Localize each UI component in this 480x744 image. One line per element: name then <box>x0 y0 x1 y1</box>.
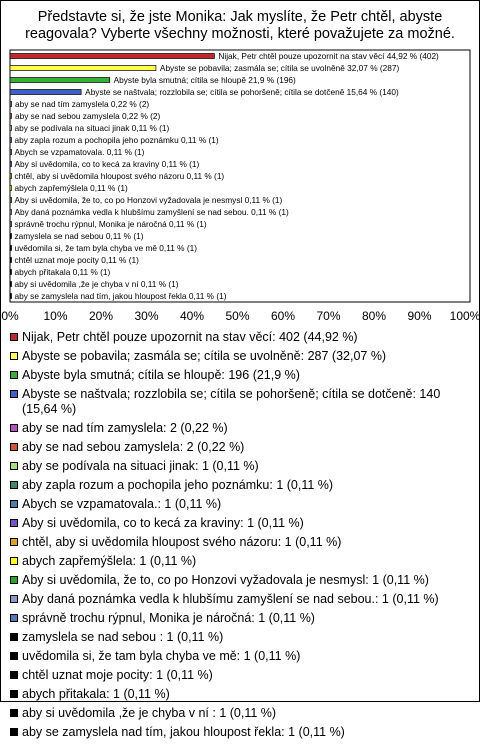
bar-label-17: chtěl uznat moje pocity 0,11 % (1) <box>14 255 139 265</box>
bar-label-4: aby se nad tím zamyslela 0,22 % (2) <box>15 99 150 109</box>
legend-label-12: Aby si uvědomila, že to, co po Honzovi vyžadovala je nesmysl: 1 (0,11 %) <box>22 573 429 587</box>
bar-8 <box>10 150 12 155</box>
legend-swatch-9 <box>10 519 18 527</box>
bar-label-16: uvědomila si, že tam byla chyba ve mě 0,11 % (1) <box>14 243 197 253</box>
legend-swatch-1 <box>10 352 18 360</box>
bar-label-11: abych zapřemýšlela 0,11 % (1) <box>14 183 128 193</box>
legend-label-1: Abyste se pobavila; zasmála se; cítila se uvolněně: 287 (32,07 %) <box>22 349 387 363</box>
bar-label-2: Abyste byla smutná; cítila se hloupě 21,9 % (196) <box>113 75 296 85</box>
legend-label-8: Abych se vzpamatovala.: 1 (0,11 %) <box>22 497 222 511</box>
bar-11 <box>10 186 12 191</box>
legend-label-20: aby se zamyslela nad tím, jakou hloupost řekla: 1 (0,11 %) <box>22 725 345 739</box>
legend-item <box>10 368 470 383</box>
legend-item <box>10 649 470 664</box>
bar-label-8: Abych se vzpamatovala. 0,11 % (1) <box>14 147 145 157</box>
bar-18 <box>10 270 12 275</box>
legend-item <box>10 611 470 626</box>
legend-swatch-0 <box>10 333 18 341</box>
legend-item <box>10 630 470 645</box>
legend-label-0: Nijak, Petr chtěl pouze upozornit na stav věcí: 402 (44,92 %) <box>22 330 358 344</box>
bar-label-9: Aby si uvědomila, co to kecá za kraviny 0,11 % (1) <box>14 159 200 169</box>
legend-item <box>10 387 470 417</box>
bar-1 <box>10 66 156 71</box>
legend-swatch-17 <box>10 671 18 679</box>
legend-swatch-13 <box>10 595 18 603</box>
legend-swatch-4 <box>10 424 18 432</box>
bar-16 <box>10 246 12 251</box>
chart-title: Představte si, že jste Monika: Jak myslíte, že Petr chtěl, abyste reagovala? Vyberte všechny možnosti, které považujete za možné. <box>25 9 455 42</box>
bar-0 <box>10 54 214 59</box>
bar-15 <box>10 234 12 239</box>
legend-label-18: abych přitakala: 1 (0,11 %) <box>22 687 170 701</box>
legend-item <box>10 478 470 493</box>
bar-6 <box>10 126 12 131</box>
legend-swatch-16 <box>10 652 18 660</box>
bar-10 <box>10 174 12 179</box>
legend-item <box>10 706 470 721</box>
bar-label-3: Abyste se naštvala; rozzlobila se; cítila se pohoršeně; cítila se dotčeně 15,64 % (140) <box>85 87 399 97</box>
bar-3 <box>10 90 81 95</box>
legend-label-16: uvědomila si, že tam byla chyba ve mě: 1 (0,11 %) <box>22 649 301 663</box>
chart-legend <box>10 330 470 744</box>
x-tick-label-10: 100% <box>449 309 480 323</box>
legend-item <box>10 687 470 702</box>
x-tick-label-3: 30% <box>134 309 159 323</box>
legend-item <box>10 440 470 455</box>
legend-item <box>10 421 470 436</box>
legend-swatch-5 <box>10 443 18 451</box>
legend-item <box>10 516 470 531</box>
legend-swatch-14 <box>10 614 18 622</box>
legend-swatch-15 <box>10 633 18 641</box>
bar-label-14: správně trochu rýpnul, Monika je náročná 0,11 % (1) <box>14 219 207 229</box>
bar-label-7: aby zapla rozum a pochopila jeho poznámku 0,11 % (1) <box>14 135 219 145</box>
legend-label-2: Abyste byla smutná; cítila se hloupě: 196 (21,9 %) <box>22 368 300 382</box>
bar-label-18: abych přitakala 0,11 % (1) <box>14 267 111 277</box>
legend-item <box>10 330 470 345</box>
legend-item <box>10 349 470 364</box>
legend-swatch-11 <box>10 557 18 565</box>
legend-item <box>10 459 470 474</box>
legend-label-14: správně trochu rýpnul, Monika je náročná: 1 (0,11 %) <box>22 611 315 625</box>
bar-label-12: Aby si uvědomila, že to, co po Honzovi vyžadovala je nesmysl 0,11 % (1) <box>14 195 283 205</box>
legend-item <box>10 573 470 588</box>
x-tick-label-5: 50% <box>225 309 250 323</box>
bar-12 <box>10 198 12 203</box>
bar-7 <box>10 138 12 143</box>
legend-label-17: chtěl uznat moje pocity: 1 (0,11 %) <box>22 668 213 682</box>
legend-item <box>10 535 470 550</box>
x-tick-label-2: 20% <box>88 309 114 323</box>
legend-swatch-19 <box>10 709 18 717</box>
bar-13 <box>10 210 12 215</box>
x-tick-label-6: 60% <box>270 309 296 323</box>
x-tick-label-4: 40% <box>179 309 205 323</box>
bar-14 <box>10 222 12 227</box>
bar-label-20: aby se zamyslela nad tím, jakou hloupost řekla 0,11 % (1) <box>14 291 227 301</box>
x-tick-label-7: 70% <box>316 309 341 323</box>
legend-item <box>10 554 470 569</box>
x-tick-label-8: 80% <box>361 309 387 323</box>
legend-swatch-8 <box>10 500 18 508</box>
legend-swatch-10 <box>10 538 18 546</box>
legend-label-7: aby zapla rozum a pochopila jeho poznámku: 1 (0,11 %) <box>22 478 334 492</box>
legend-label-15: zamyslela se nad sebou : 1 (0,11 %) <box>22 630 224 644</box>
legend-label-9: Aby si uvědomila, co to kecá za kraviny: 1 (0,11 %) <box>22 516 304 530</box>
bar-label-15: zamyslela se nad sebou 0,11 % (1) <box>14 231 144 241</box>
legend-swatch-2 <box>10 371 18 379</box>
bar-label-19: aby si uvědomila ,že je chyba v ní 0,11 % (1) <box>14 279 179 289</box>
legend-label-6: aby se podívala na situaci jinak: 1 (0,11 %) <box>22 459 259 473</box>
legend-item <box>10 592 470 607</box>
legend-swatch-20 <box>10 728 18 736</box>
bar-label-10: chtěl, aby si uvědomila hloupost svého názoru 0,11 % (1) <box>14 171 225 181</box>
legend-label-3: Abyste se naštvala; rozzlobila se; cítila se pohoršeně; cítila se dotčeně: 140 (15,64 %) <box>22 387 441 416</box>
legend-label-19: aby si uvědomila ,že je chyba v ní : 1 (0,11 %) <box>22 706 277 720</box>
legend-item <box>10 497 470 512</box>
legend-label-10: chtěl, aby si uvědomila hloupost svého názoru: 1 (0,11 %) <box>22 535 342 549</box>
legend-label-4: aby se nad tím zamyslela: 2 (0,22 %) <box>22 421 228 435</box>
x-tick-label-0: 0% <box>1 309 19 323</box>
legend-label-13: Aby daná poznámka vedla k hlubšímu zamyšlení se nad sebou.: 1 (0,11 %) <box>22 592 439 606</box>
legend-item <box>10 725 470 740</box>
bar-9 <box>10 162 12 167</box>
bar-19 <box>10 282 12 287</box>
bar-label-0: Nijak, Petr chtěl pouze upozornit na stav věcí 44,92 % (402) <box>218 51 439 61</box>
bar-4 <box>10 102 12 107</box>
x-tick-label-1: 10% <box>43 309 68 323</box>
legend-swatch-7 <box>10 481 18 489</box>
legend-swatch-18 <box>10 690 18 698</box>
bar-20 <box>10 294 12 299</box>
bar-17 <box>10 258 12 263</box>
bar-5 <box>10 114 12 119</box>
legend-swatch-12 <box>10 576 18 584</box>
bar-label-6: aby se podívala na situaci jinak 0,11 % (1) <box>14 123 170 133</box>
bar-2 <box>10 78 110 83</box>
x-tick-label-9: 90% <box>407 309 432 323</box>
legend-item <box>10 668 470 683</box>
bar-chart <box>0 0 480 330</box>
legend-swatch-6 <box>10 462 18 470</box>
bar-label-5: aby se nad sebou zamyslela 0,22 % (2) <box>15 111 161 121</box>
bar-label-1: Abyste se pobavila; zasmála se; cítila se uvolněně 32,07 % (287) <box>159 63 400 73</box>
bar-label-13: Aby daná poznámka vedla k hlubšímu zamyšlení se nad sebou. 0,11 % (1) <box>14 207 289 217</box>
legend-label-5: aby se nad sebou zamyslela: 2 (0,22 %) <box>22 440 245 454</box>
legend-swatch-3 <box>10 390 18 398</box>
legend-label-11: abych zapřemýšlela: 1 (0,11 %) <box>22 554 197 568</box>
